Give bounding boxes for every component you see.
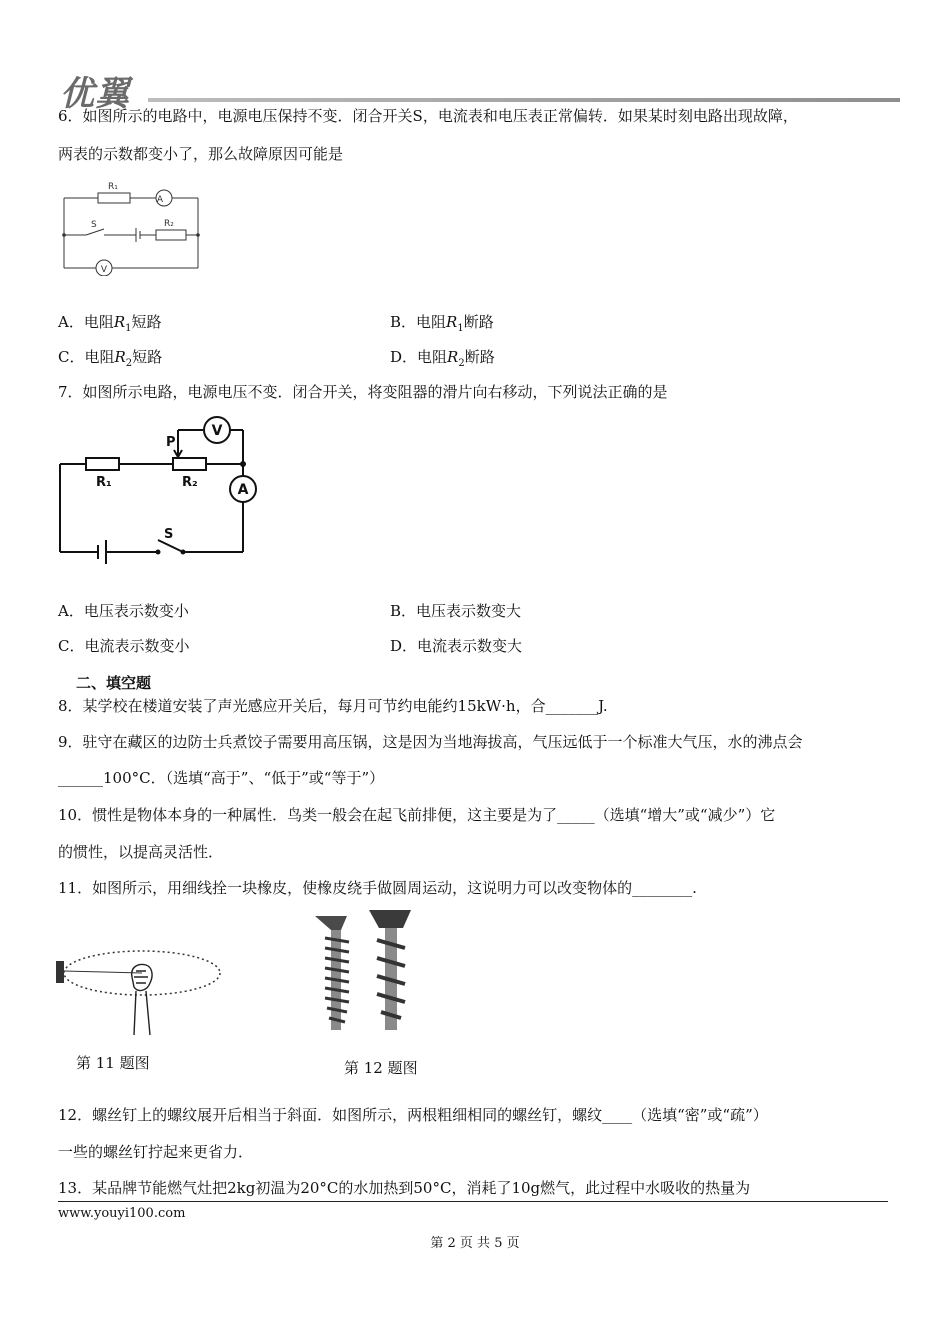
footer-url[interactable]: www.youyi100.com — [58, 1206, 186, 1221]
q8-stem: 8．某学校在楼道安装了声光感应开关后，每月可节约电能约15kW·h，合_______J. — [58, 697, 608, 715]
q7-circuit-diagram — [58, 414, 258, 564]
q7-label-p: P — [166, 435, 176, 450]
q7-r1-resistor — [86, 458, 119, 470]
q6-label-r2: R₂ — [164, 219, 174, 229]
q7-option-b[interactable]: B．电压表示数变大 — [390, 602, 522, 620]
q12-figure — [305, 906, 425, 1036]
q6-label-r1: R₁ — [108, 182, 118, 192]
q6-stem-line1: 6．如图所示的电路中，电源电压保持不变．闭合开关S，电流表和电压表正常偏转．如果某时刻电路出现故障， — [58, 107, 798, 125]
header-bar — [148, 98, 900, 102]
q6-circuit-diagram — [58, 176, 208, 276]
q6-option-c[interactable]: C．电阻$R_2$短路 — [58, 348, 163, 369]
q6-label-s: S — [91, 220, 97, 230]
q7-stem-line1: 7．如图所示电路，电源电压不变．闭合开关，将变阻器的滑片向右移动，下列说法正确的是 — [58, 383, 668, 401]
page-number: 第 2 页 共 5 页 — [430, 1236, 520, 1251]
q12-stem-line1: 12．螺丝钉上的螺纹展开后相当于斜面．如图所示，两根粗细相同的螺丝钉，螺纹____（选填“密”或“疏”） — [58, 1106, 768, 1124]
q12-caption: 第 12 题图 — [344, 1059, 418, 1077]
q11-stem: 11．如图所示，用细线拴一块橡皮，使橡皮绕手做圆周运动，这说明力可以改变物体的________. — [58, 879, 697, 897]
q7-r2-rheostat — [173, 458, 206, 470]
logo: 优翼 — [60, 74, 130, 114]
q7-option-d[interactable]: D．电流表示数变大 — [390, 637, 523, 655]
q7-label-r1: R₁ — [96, 475, 112, 490]
q13-stem: 13．某品牌节能燃气灶把2kg初温为20°C的水加热到50°C，消耗了10g燃气，此过程中水吸收的热量为 — [58, 1179, 751, 1197]
q10-stem-line1: 10．惯性是物体本身的一种属性．鸟类一般会在起飞前排便，这主要是为了_____（选填“增大”或“减少”）它 — [58, 806, 776, 824]
q7-label-a: A — [237, 482, 249, 498]
q11-hand — [132, 965, 152, 1036]
q12-screw-dense-thread — [315, 916, 349, 1030]
q6-label-v: V — [100, 265, 108, 275]
q9-stem-line2: ______100°C．（选填“高于”、“低于”或“等于”） — [58, 769, 385, 787]
q11-caption: 第 11 题图 — [76, 1054, 150, 1072]
q12-stem-line2: 一些的螺丝钉拧起来更省力． — [58, 1143, 254, 1161]
q6-option-b[interactable]: B．电阻$R_1$断路 — [390, 313, 494, 334]
q7-option-a[interactable]: A．电压表示数变小 — [58, 602, 189, 620]
q9-stem-line1: 9．驻守在藏区的边防士兵煮饺子需要用高压锅，这是因为当地海拔高，气压远低于一个标准大气压，水的沸点会 — [58, 733, 803, 751]
q6-option-a[interactable]: A．电阻$R_1$短路 — [58, 313, 162, 334]
q10-stem-line2: 的惯性，以提高灵活性． — [58, 843, 224, 861]
q7-label-r2: R₂ — [182, 475, 198, 490]
footer-rule — [58, 1201, 888, 1202]
q6-stem-line2: 两表的示数都变小了，那么故障原因可能是 — [58, 145, 344, 163]
q6-label-a: A — [156, 195, 164, 205]
q11-figure — [50, 935, 230, 1045]
q6-r1-resistor — [98, 193, 130, 203]
q7-label-v: V — [211, 423, 223, 439]
q12-screw-sparse-thread — [369, 910, 411, 1030]
section-title-fill-in: 二、填空题 — [76, 674, 152, 692]
q11-eraser — [56, 961, 64, 983]
q7-option-c[interactable]: C．电流表示数变小 — [58, 637, 190, 655]
q6-r2-resistor — [156, 230, 186, 240]
q6-option-d[interactable]: D．电阻$R_2$断路 — [390, 348, 495, 369]
q7-label-s: S — [164, 527, 174, 542]
